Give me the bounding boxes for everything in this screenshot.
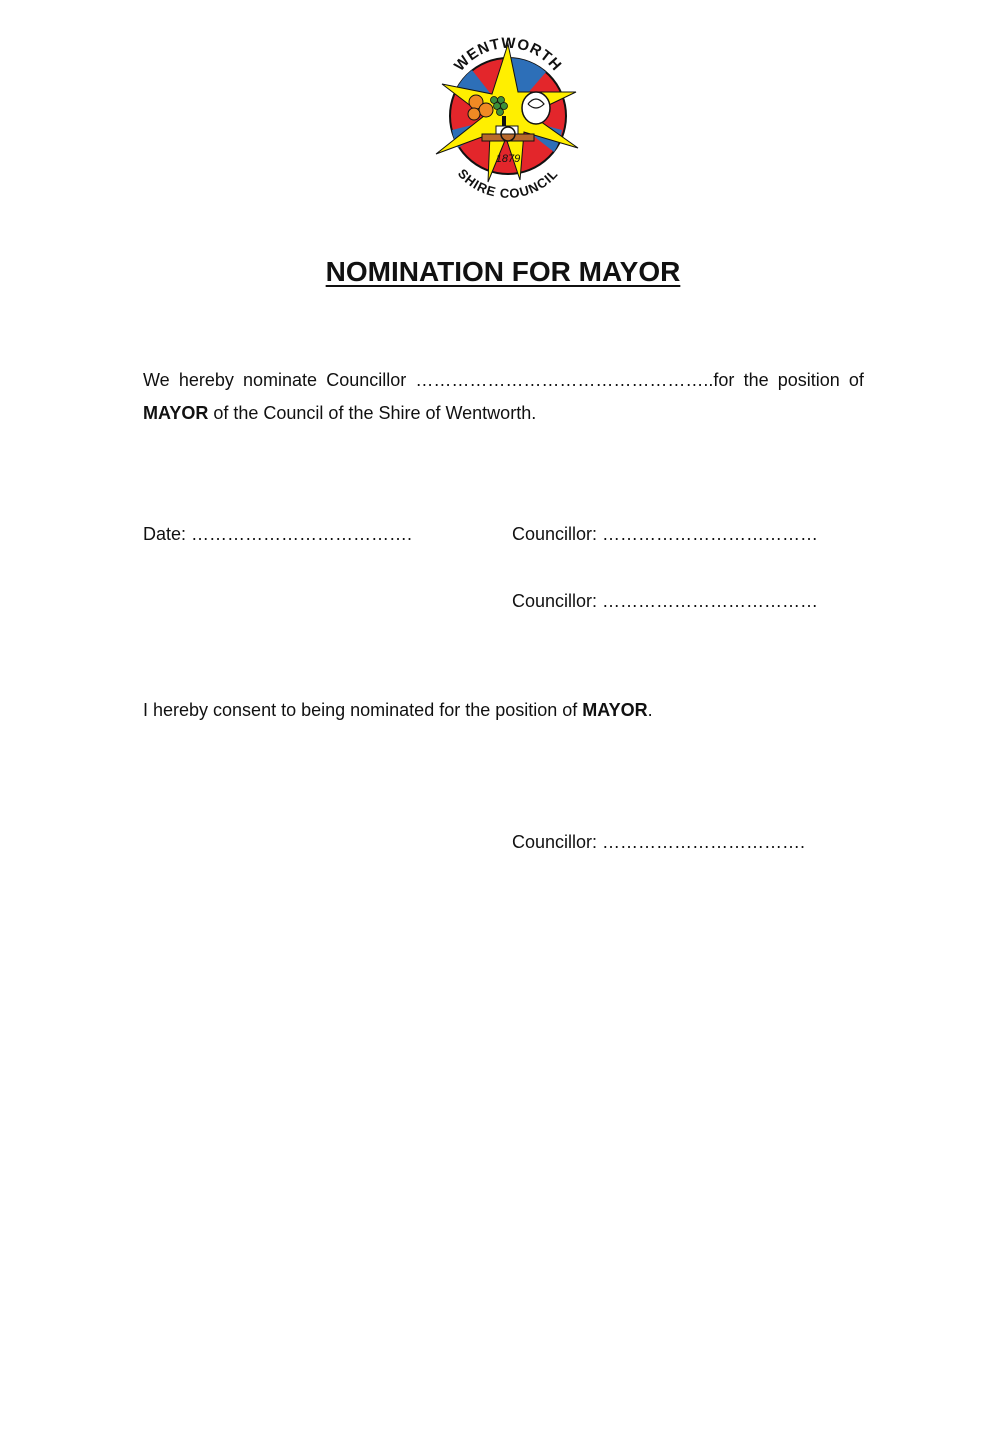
nomination-word: the: [743, 370, 769, 390]
nomination-word: of: [848, 370, 864, 390]
nomination-word: We: [143, 370, 170, 390]
svg-text:WENTWORTH: WENTWORTH: [450, 34, 566, 75]
consent-statement: I hereby consent to being nominated for the position of MAYOR.: [143, 700, 653, 720]
nomination-word: hereby: [178, 370, 234, 390]
nomination-statement-line-2: MAYOR of the Council of the Shire of Wentworth.: [143, 403, 537, 423]
nomination-word: nominate: [243, 370, 318, 390]
nominee-councillor-signature-field[interactable]: Councillor: …………………………….: [512, 832, 806, 852]
date-field[interactable]: Date: ……………………………….: [143, 524, 413, 544]
nomination-word: Councillor: [326, 370, 407, 390]
nominating-councillor-2-field[interactable]: Councillor: ………………………………: [512, 591, 819, 611]
svg-text:SHIRE COUNCIL: SHIRE COUNCIL: [454, 165, 562, 202]
nomination-word: position: [777, 370, 840, 390]
wentworth-shire-council-logo: [428, 30, 588, 206]
document-title: NOMINATION FOR MAYOR: [325, 256, 681, 287]
nominee-name-blank[interactable]: …………………………………………..for: [415, 370, 735, 390]
nomination-statement-line-1: [143, 364, 864, 396]
svg-text:1879: 1879: [495, 153, 521, 165]
nominating-councillor-1-field[interactable]: Councillor: ………………………………: [512, 524, 819, 544]
